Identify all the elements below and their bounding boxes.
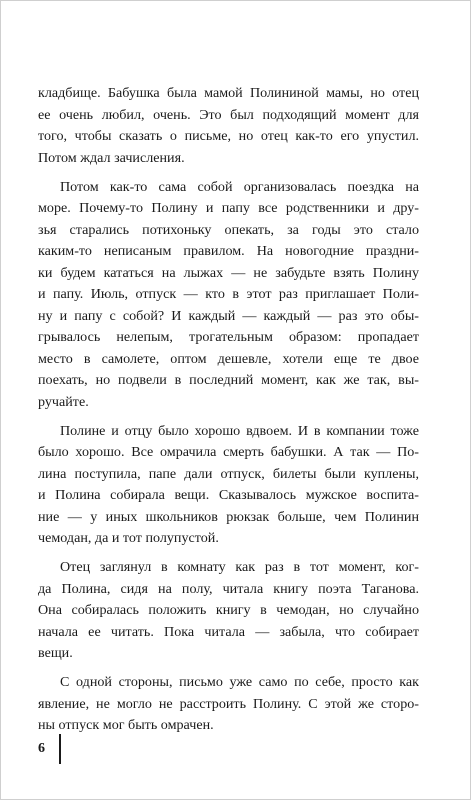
text-line: Потом как-то сама собой организовалась поездка на [60, 178, 419, 195]
text-line: ее очень любил, очень. Это был подходящий момент для [38, 106, 419, 123]
footer-divider [59, 734, 61, 764]
paragraph-4 [38, 557, 419, 665]
text-line: ны отпуск мог быть омрачен. [38, 717, 214, 733]
text-line: место в самолете, оптом дешевле, хотели еще те двое [38, 350, 419, 367]
text-line: было хорошо. Все омрачила смерть бабушки. А так — По- [38, 444, 419, 460]
text-line: и Полина собирала вещи. Сказывалось мужское воспита- [38, 487, 419, 503]
text-line: вещи. [38, 645, 73, 661]
text-line: Она собиралась положить книгу в чемодан, но случайно [38, 602, 419, 618]
text-line: С одной стороны, письмо уже само по себе, просто как [60, 674, 419, 690]
text-line: ки будем кататься на лыжах — не забудьте взять Полину [38, 264, 419, 281]
text-line: ну и папу с собой? И каждый — каждый — раз это обы- [38, 307, 419, 324]
text-line: кладбище. Бабушка была мамой Полининой мамы, но отец [38, 85, 419, 101]
text-line: грывалось нелепым, трогательным образом: пропадает [38, 329, 419, 345]
body-text [38, 83, 419, 744]
text-line: каким-то неписаным правилом. На новогодние праздни- [38, 243, 419, 259]
paragraph-2 [38, 177, 419, 414]
text-line: начала ее читать. Пока читала — забыла, что собирает [38, 623, 419, 640]
text-line: ручайте. [38, 393, 89, 410]
text-line: зья старались потихоньку опекать, за годы это стало [38, 221, 419, 238]
page-number: 6 [38, 741, 45, 756]
paragraph-3 [38, 421, 419, 550]
text-line: Потом ждал зачисления. [38, 149, 185, 166]
text-line: лина поступила, папе дали отпуск, билеты были куплены, [38, 465, 419, 482]
text-line: Отец заглянул в комнату как раз в тот момент, ког- [60, 559, 419, 575]
text-line: да Полина, сидя на полу, читала книгу поэта Таганова. [38, 580, 419, 597]
text-line: ние — у иных школьников рюкзак больше, чем Полинин [38, 508, 419, 525]
text-line: и папу. Июль, отпуск — кто в этот раз приглашает Поли- [38, 286, 419, 302]
text-line: море. Почему-то Полину и папу все родственники и дру- [38, 200, 419, 216]
text-line: Полине и отцу было хорошо вдвоем. И в компании тоже [60, 422, 419, 439]
text-line: явление, не могло не расстроить Полину. С этой же сторо- [38, 695, 419, 712]
text-line: того, чтобы сказать о письме, но отец как-то его упустил. [38, 128, 419, 144]
text-line: поехать, но подвели в последний момент, как же так, вы- [38, 372, 419, 388]
text-line: чемодан, да и тот полупустой. [38, 530, 219, 546]
page-footer [38, 734, 61, 764]
paragraph-1 [38, 83, 419, 169]
paragraph-5 [38, 672, 419, 737]
